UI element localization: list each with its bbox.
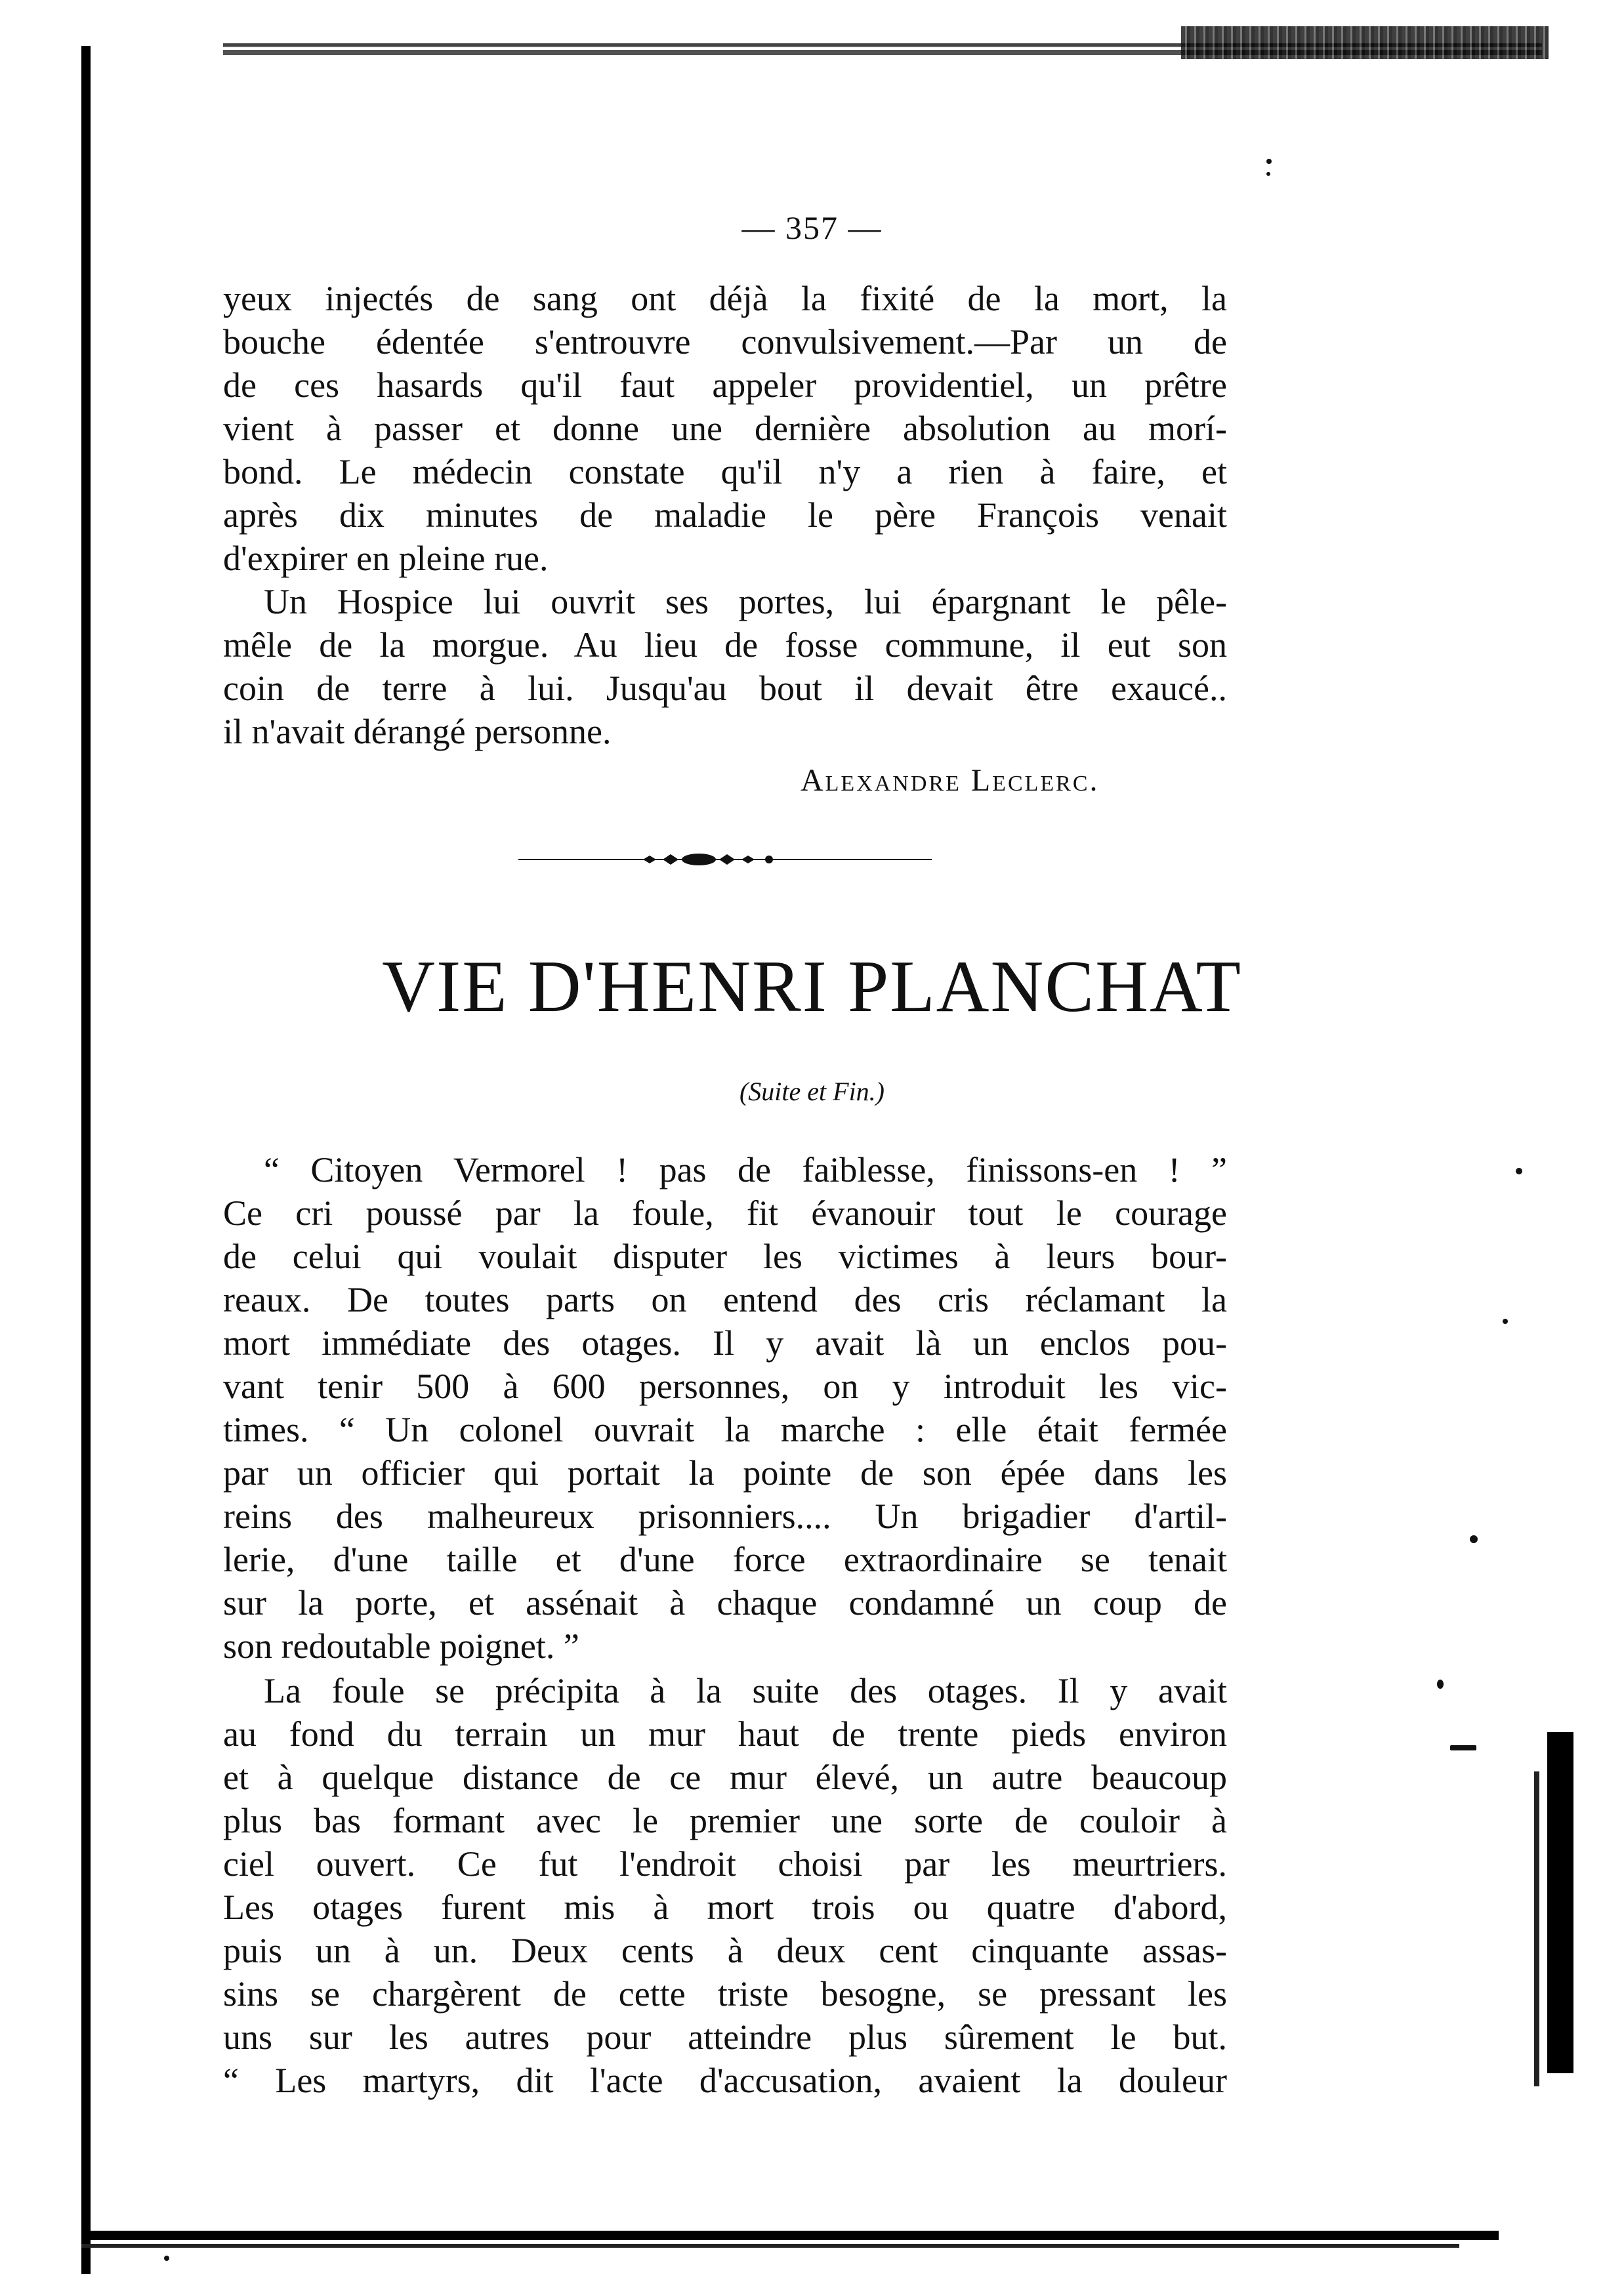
text-line: mêle de la morgue. Au lieu de fosse commune, il eut son [223,625,1227,665]
scan-speck [1266,172,1270,176]
text-line: vant tenir 500 à 600 personnes, on y introduit les vic- [223,1367,1227,1406]
text-line: bouche édentée s'entrouvre convulsivement.—Par un de [223,322,1227,362]
text-line: “ Citoyen Vermorel ! pas de faiblesse, finissons-en ! ” [264,1150,1227,1189]
ornamental-divider [518,846,932,873]
text-line: uns sur les autres pour atteindre plus sûrement le but. [223,2017,1227,2057]
text-line: reins des malheureux prisonniers.... Un brigadier d'artil- [223,1497,1227,1536]
scan-speck [164,2256,169,2261]
scan-right-edge-thin [1534,1771,1539,2086]
scan-bottom-border-shadow [81,2244,1459,2248]
text-line: vient à passer et donne une dernière absolution au morí- [223,409,1227,448]
scan-bottom-border [81,2231,1499,2240]
scan-speck [1470,1535,1478,1543]
text-line: times. “ Un colonel ouvrait la marche : elle était fermée [223,1410,1227,1449]
text-line: sur la porte, et assénait à chaque condamné un coup de [223,1583,1227,1623]
text-line: par un officier qui portait la pointe de son épée dans les [223,1453,1227,1493]
text-line: au fond du terrain un mur haut de trente pieds environ [223,1714,1227,1754]
paragraph-vermorel [223,1148,1227,1668]
text-line: il n'avait dérangé personne. [223,712,612,751]
text-line: puis un à un. Deux cents à deux cent cinquante assas- [223,1931,1227,1970]
scan-speck [1437,1680,1444,1689]
paragraph-hospice [223,580,1227,753]
text-line: après dix minutes de maladie le père François venait [223,495,1227,535]
text-line: Ce cri poussé par la foule, fit évanouir tout le courage [223,1193,1227,1233]
text-line: Les otages furent mis à mort trois ou quatre d'abord, [223,1888,1227,1927]
scan-speck [1503,1319,1508,1324]
scan-speck [1450,1745,1476,1750]
text-line: ciel ouvert. Ce fut l'endroit choisi par les meurtriers. [223,1844,1227,1884]
text-line: son redoutable poignet. ” [223,1626,579,1666]
paragraph-continued [223,277,1227,580]
text-line: yeux injectés de sang ont déjà la fixité de la mort, la [223,279,1227,318]
text-line: sins se chargèrent de cette triste besogne, se pressant les [223,1974,1227,2014]
scan-top-edge-noise [1181,26,1549,59]
scan-speck [1516,1168,1522,1174]
page-number: — 357 — [741,209,883,246]
text-line: et à quelque distance de ce mur élevé, un autre beaucoup [223,1758,1227,1797]
text-line: de celui qui voulait disputer les victimes à leurs bour- [223,1237,1227,1276]
text-line: plus bas formant avec le premier une sorte de couloir à [223,1801,1227,1840]
text-line: coin de terre à lui. Jusqu'au bout il devait être exaucé.. [223,669,1227,708]
text-line: “ Les martyrs, dit l'acte d'accusation, avaient la douleur [223,2061,1227,2100]
paragraph-otages [223,1669,1227,2102]
scan-left-border [81,46,91,2274]
scan-speck [1266,159,1272,164]
article-title: VIE D'HENRI PLANCHAT [382,946,1242,1027]
text-line: de ces hasards qu'il faut appeler providentiel, un prêtre [223,365,1227,405]
text-line: bond. Le médecin constate qu'il n'y a rien à faire, et [223,452,1227,491]
author-signature: Alexandre Leclerc. [801,763,1100,798]
text-line: La foule se précipita à la suite des otages. Il y avait [264,1671,1227,1710]
text-line: d'expirer en pleine rue. [223,539,549,578]
text-line: Un Hospice lui ouvrit ses portes, lui épargnant le pêle- [264,582,1227,621]
text-line: lerie, d'une taille et d'une force extraordinaire se tenait [223,1540,1227,1579]
text-line: reaux. De toutes parts on entend des cris réclamant la [223,1280,1227,1319]
article-subtitle: (Suite et Fin.) [739,1077,885,1106]
text-line: mort immédiate des otages. Il y avait là un enclos pou- [223,1323,1227,1363]
scan-right-edge [1547,1732,1573,2073]
